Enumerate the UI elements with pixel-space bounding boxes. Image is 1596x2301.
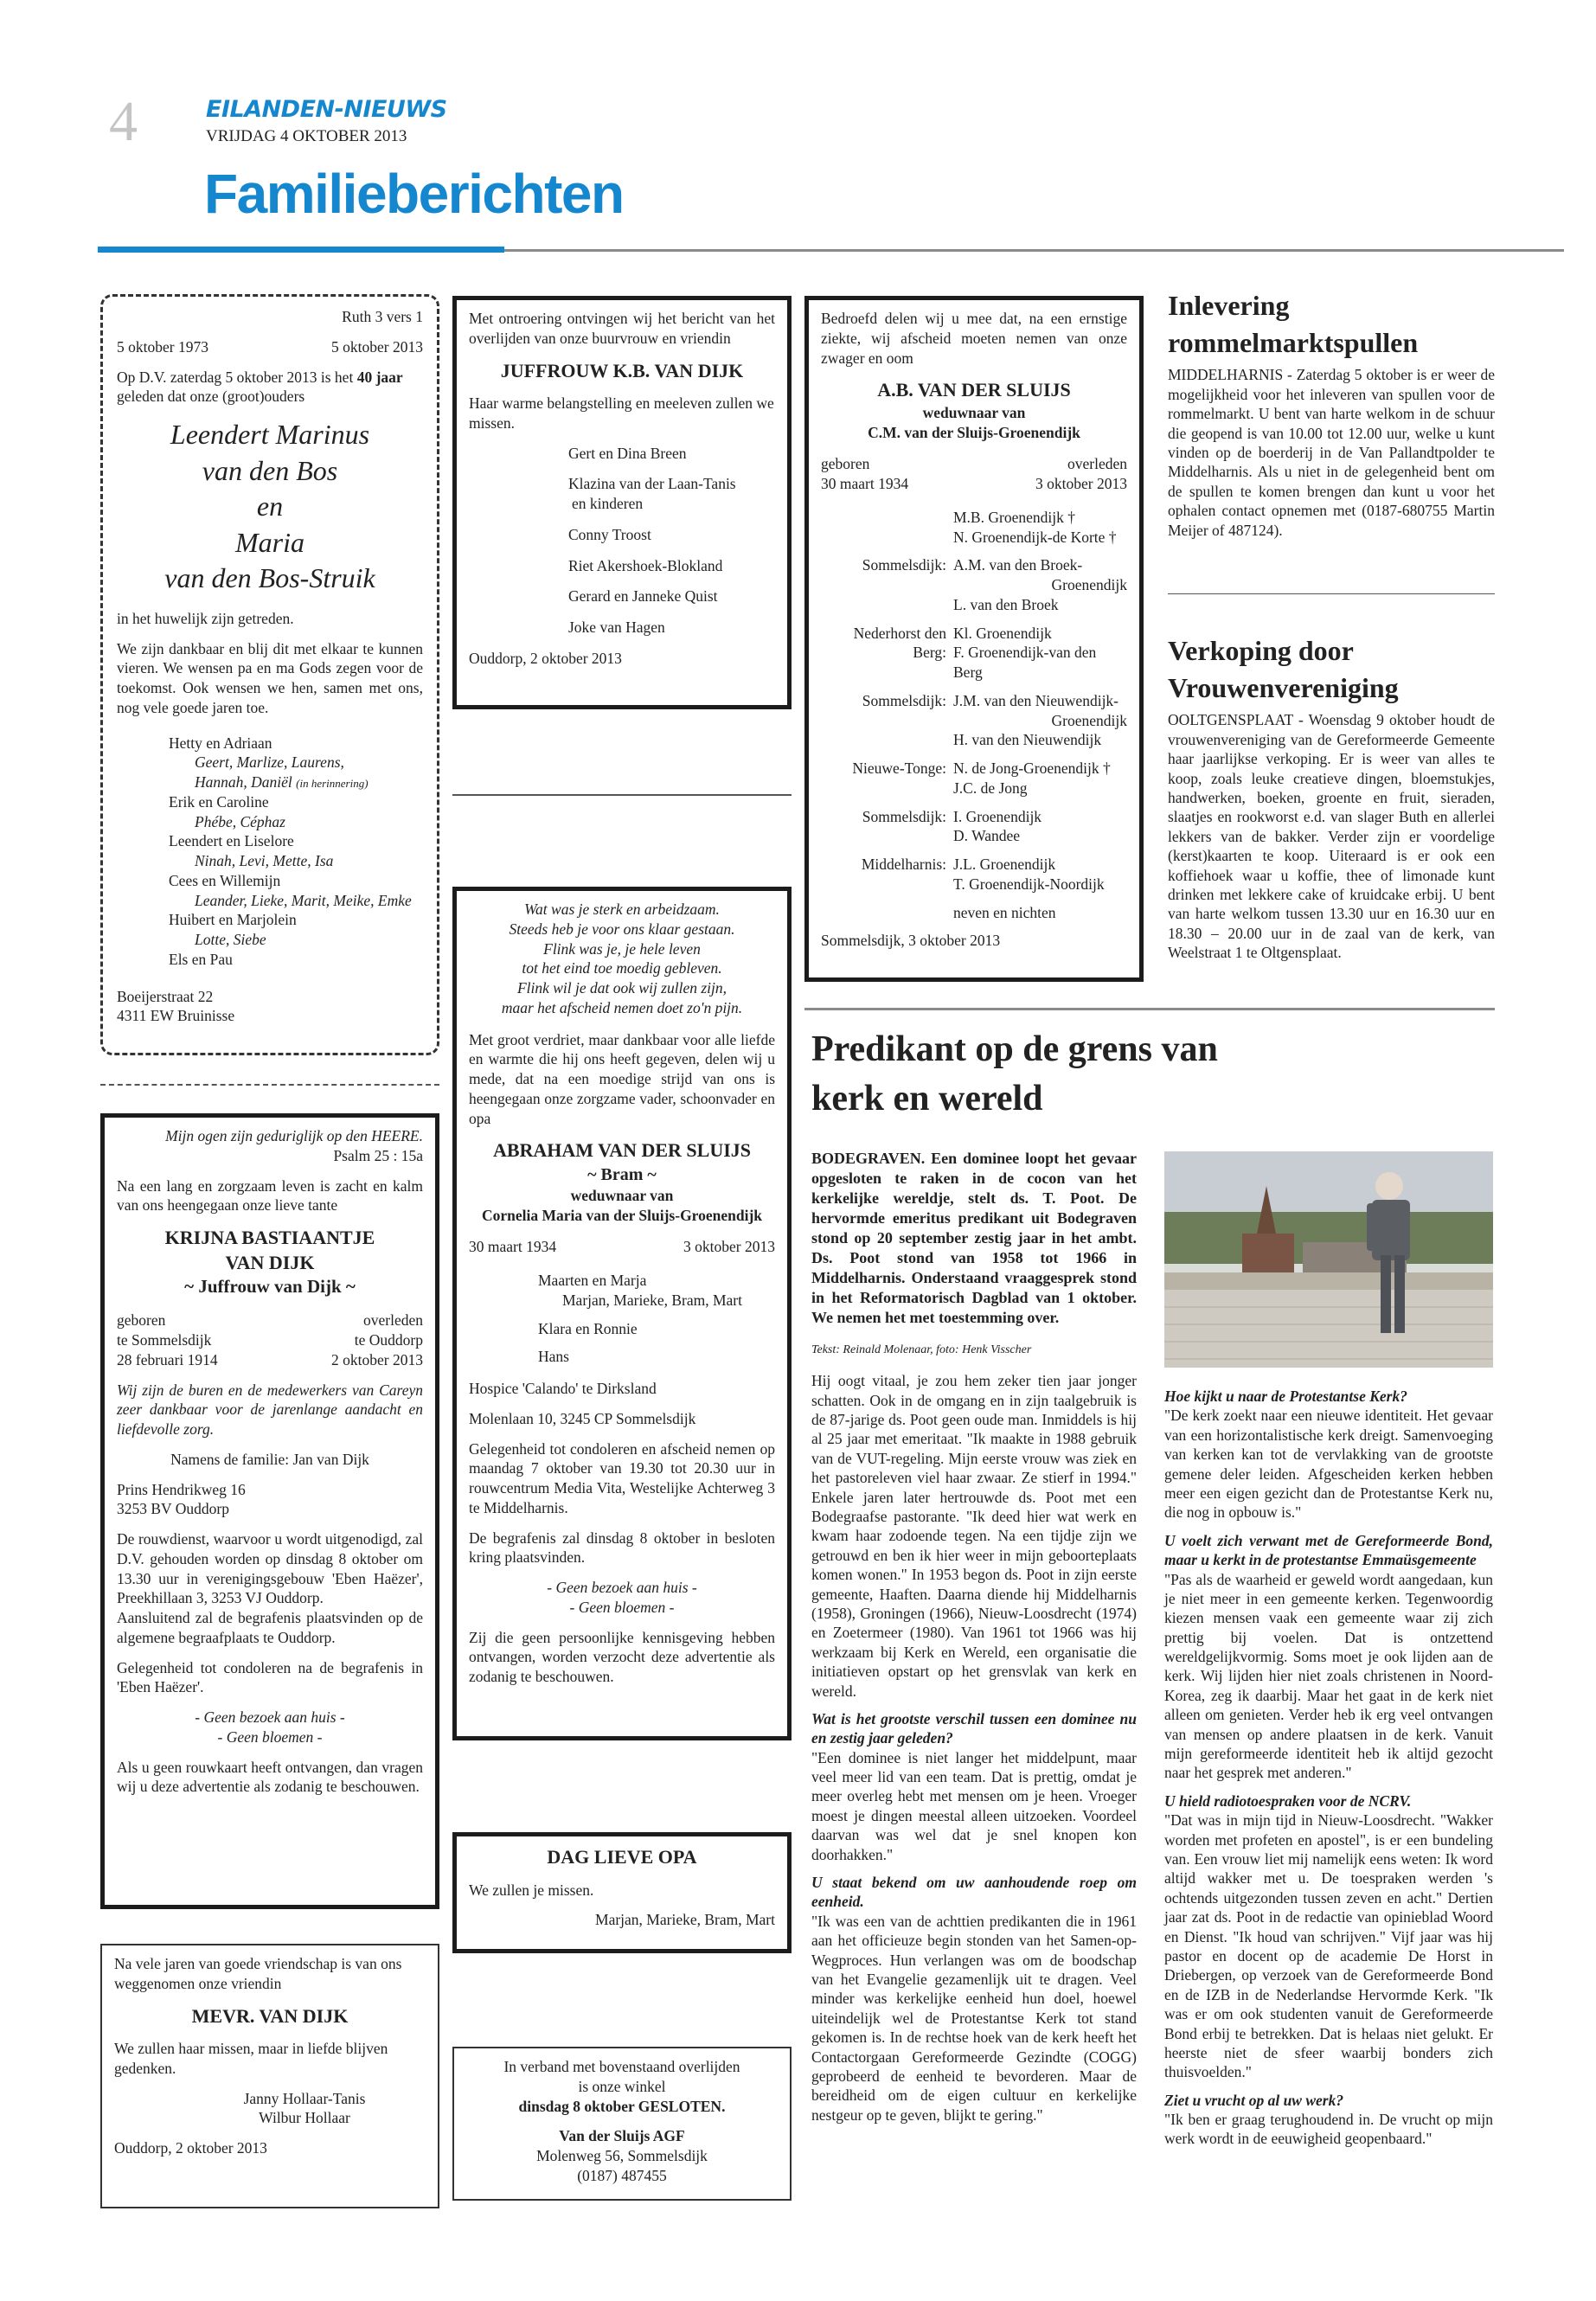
burial-info: De begrafenis zal dinsdag 8 oktober in besloten kring plaatsvinden. [469, 1529, 775, 1567]
spouse-name: Cornelia Maria van der Sluijs-Groenendijk [481, 1206, 763, 1224]
farewell-text: We zullen je missen. [469, 1881, 594, 1899]
news-body: OOLTGENSPLAAT - Woensdag 9 oktober houdt de vrouwenvereniging van de Gereformeerde Gemeente haar jaarlijkse verkoping. Er is weer van alles te koop, zoals leuke creatieve dingen, bloemstukjes, handwerken, boeken, groente en fruit, sieraden, slaatjes en rookworst e.d. van slager Buth en allerlei lekkers van de bakker. Verder zijn er voordelige (kerst)kaarten te koop. Uiteraard is er ook een koffiehoek waar u koffie, thee of limonade kunt drinken met lekkere cake of kruidcake erbij. U bent van harte welkom tussen 13.30 uur en 16.30 uur en 18.30 – 20.00 uur in de zaal van de kerk, van Weelstraat 1 te Oltgensplaat. [1168, 711, 1495, 962]
photo-reverend-poot [1164, 1151, 1493, 1368]
newspaper-logo: EILANDEN-NIEUWS [206, 96, 447, 123]
sender-list: Gert en Dina Breen Klazina van der Laan-Tanis en kinderen Conny Troost Riet Akershoek-Blokland Gerard en Janneke Quist Joke van Hagen [568, 444, 736, 637]
address: Molenlaan 10, 3245 CP Sommelsdijk [469, 1409, 696, 1427]
family-list: Hetty en Adriaan Geert, Marlize, Laurens, Hannah, Daniël (in herinnering) Erik en Caroline Phébe, Céphaz Leendert en Liselore Ninah, Levi, Mette, Isa Cees en Willemijn Leander, Lieke, Marit, Meike, Emke Huibert en Marjolein Lotte, Siebe Els en Pau [169, 734, 412, 968]
psalm-reference: Psalm 25 : 15a [333, 1146, 423, 1164]
widower-label: weduwnaar van [570, 1186, 674, 1204]
section-title: Familieberichten [204, 163, 624, 225]
section-rule-blue [98, 247, 504, 253]
care-thanks: Wij zijn de buren en de medewerkers van Careyn zeer dankbaar voor de jarenlange aandacht en liefdevolle zorg. [117, 1381, 423, 1439]
article-answer: "Dat was in mijn tijd in Nieuw-Loosdrecht. "Wakker worden met profeten en apostel", is er een bundeling van. Een vrouw liet mij namelijk eens weten: Ik word altijd wakker met u. De toespraken werden 's ochtends uitgezonden tussen zeven en acht." Dertien jaar zat ds. Poot in de redactie van opinieblad Woord en Dienst. "Ik houd van schrijven." Vijf jaar was hij pastor en docent op de academie De Horst in Driebergen, op verzoek van de Gereformeerde Bond en de IZB in de Nederlandse Hervormde Kerk. "Ik was er om ook studenten vanuit de Gereformeerde Bond erbij te betrekken. Dat is helaas niet gelukt. Er heerste niet de sfeer waarbij bonders zich thuisvoelden." [1164, 1811, 1493, 2081]
closing-note: Zij die geen persoonlijke kennisgeving hebben ontvangen, worden verzocht deze advertentie als zodanig te beschouwen. [469, 1628, 775, 1686]
article-question: Ziet u vrucht op al uw werk? [1164, 2091, 1344, 2109]
article-rule [804, 1008, 1495, 1010]
obituary-krijna-van-dijk [100, 1113, 439, 1909]
obituary-intro: Bedroefd delen wij u mee dat, na een ernstige ziekte, wij afscheid moeten nemen van onze zwager en oom [821, 310, 1127, 367]
obituary-intro: Met groot verdriet, maar dankbaar voor alle liefde en warmte die hij ons heeft gegeven, delen wij u mede, dat na een moedige strijd van ons is heengegaan onze zorgzame vader, schoonvader en opa [469, 1030, 775, 1127]
life-dates: geboren overleden 30 maart 1934 3 oktober 2013 [821, 455, 1127, 493]
no-flowers-note: - Geen bloemen - [217, 1727, 323, 1746]
hospice: Hospice 'Calando' te Dirksland [469, 1380, 657, 1398]
deceased-nickname: ~ Juffrouw van Dijk ~ [184, 1276, 356, 1298]
married-line: in het huwelijk zijn getreden. [117, 609, 294, 627]
news-verkoping [1168, 632, 1495, 962]
no-visit-note: - Geen bezoek aan huis - [547, 1579, 697, 1597]
family-signature: Namens de familie: Jan van Dijk [170, 1450, 369, 1468]
obituary-intro: Na een lang en zorgzaam leven is zacht en kalm van ons heengegaan onze lieve tante [117, 1176, 423, 1215]
spouse-name: C.M. van der Sluijs-Groenendijk [868, 423, 1080, 441]
date-left: 5 oktober 1973 [117, 337, 208, 356]
article-credit: Tekst: Reinald Molenaar, foto: Henk Visscher [811, 1343, 1032, 1357]
deceased-name: JUFFROUW K.B. VAN DIJK [500, 359, 744, 381]
no-visit-note: - Geen bezoek aan huis - [195, 1708, 345, 1727]
article-question: Wat is het grootste verschil tussen een dominee nu en zestig jaar geleden? [811, 1709, 1137, 1747]
condolence-info: Gelegenheid tot condoleren na de begrafenis in 'Eben Haëzer'. [117, 1658, 423, 1696]
anniversary-text: We zijn dankbaar en blij dit met elkaar te kunnen vieren. We wensen pa en ma Gods zegen voor de toekomst. Ook wensen we hen, samen met ons, nog vele goede jaren toe. [117, 639, 423, 716]
farewell-signature: Marjan, Marieke, Bram, Mart [595, 1911, 775, 1929]
address-line-2: 4311 EW Bruinisse [117, 1007, 235, 1025]
address-line-1: Boeijerstraat 22 [117, 987, 214, 1005]
page-number: 4 [109, 90, 138, 153]
condolence-text: Haar warme belangstelling en meeleven zullen we missen. [469, 394, 774, 432]
shop-phone: (0187) 487455 [577, 2166, 667, 2184]
couple-names: Leendert Marinus van den Bos en Maria van den Bos-Struik [164, 419, 375, 594]
relatives-list: M.B. Groenendijk † N. Groenendijk-de Korte † Sommelsdijk: A.M. van den Broek- Groenendijk L. van den Broek Nederhorst den Berg: Kl. Groenendijk F. Groenendijk-van den Berg Sommelsdijk: J.M. van den Nieuwendijk- Groenendijk H. van den Nieuwendijk Nieuwe-Tonge: N. de Jong-Groenendijk † J.C. de Jong Sommelsdijk: I. Groenendijk D. Wandee Middelharnis: J.L. Groenendijk T. Groenendijk-Noordijk neven en nichten [852, 508, 1127, 921]
farewell-title: DAG LIEVE OPA [547, 1846, 697, 1868]
bible-verse: Ruth 3 vers 1 [342, 308, 423, 325]
news-divider [1168, 593, 1495, 594]
bible-verse: Mijn ogen zijn geduriglijk op den HEERE. [165, 1127, 423, 1144]
news-rommelmarkt [1168, 287, 1495, 540]
article-question: Hoe kijkt u naar de Protestantse Kerk? [1164, 1388, 1407, 1405]
condolence-mevr-van-dijk [100, 1944, 439, 2208]
deceased-name: ABRAHAM VAN DER SLUIJS [492, 1139, 752, 1162]
life-dates: 30 maart 1934 3 oktober 2013 [469, 1238, 775, 1256]
condolence-intro: Na vele jaren van goede vriendschap is van ons weggenomen onze vriendin [114, 1955, 402, 1992]
article-column-1 [811, 1149, 1137, 2125]
family-list: Maarten en Marja Marjan, Marieke, Bram, Mart Klara en Ronnie Hans [538, 1272, 742, 1366]
article-lead: BODEGRAVEN. Een dominee loopt het gevaar opgesloten te raken in de cocon van het kerkelijke wereldje, stelt ds. T. Poot. De hervormde emeritus predikant uit Bodegraven stond op 20 september zestig jaar in het ambt. Ds. Poot stond van 1958 tot 1966 in Middelharnis. Onderstaand vraaggesprek stond in het Reformatorisch Dagblad van 1 oktober. We nemen het met toestemming over. [811, 1150, 1137, 1327]
deceased-name: KRIJNA BASTIAANTJE VAN DIJK [164, 1227, 375, 1273]
funeral-service: De rouwdienst, waarvoor u wordt uitgenodigd, zal D.V. gehouden worden op dinsdag 8 oktober om 13.30 uur in verenigingsgebouw 'Eben Haëzer', Preekhillaan 3, 3253 VJ Ouddorp. [117, 1530, 423, 1607]
issue-date: VRIJDAG 4 OKTOBER 2013 [206, 127, 407, 145]
section-rule-gray [504, 249, 1564, 252]
place-date: Sommelsdijk, 3 oktober 2013 [821, 932, 1001, 950]
place-date: Ouddorp, 2 oktober 2013 [469, 649, 622, 667]
shop-name: Van der Sluijs AGF [559, 2127, 685, 2145]
anniversary-dates [117, 337, 423, 357]
deceased-name: A.B. VAN DER SLUIJS [877, 379, 1071, 401]
date-right: 5 oktober 2013 [331, 337, 423, 356]
notice-line: In verband met bovenstaand overlijden [503, 2058, 740, 2075]
article-column-2 [1164, 1387, 1493, 2149]
closed-date: dinsdag 8 oktober GESLOTEN. [518, 2097, 726, 2115]
signature-2: Wilbur Hollaar [259, 2109, 350, 2127]
article-paragraph: Hij oogt vitaal, je zou hem zeker tien jaar jonger schatten. Ook in de omgang en in zijn taalgebruik is de 87-jarige ds. Poot geen oude man. Inmiddels is hij al 25 jaar met emeritaat. "Ik maakte in 1988 gebruik van de VUT-regeling. Mijn eerste vrouw was ziek en het pastoreleven viel haar zwaar. Ze stierf in 1994." Enkele jaren later hertrouwde ds. Poot met een Bodegraafse pastorante. "Ik deed hier wat werk en kwam haar zodoende tegen. Na een tijdje zijn we getrouwd en ben ik hier weer in mijn geboorteplaats komen wonen." In 1953 begon ds. Poot in zijn eerste gemeente, Haaften. Daarna diende hij Middelharnis (1958), Groningen (1966), Nieuw-Loosdrecht (1974) en Zoetermeer (1980). Van 1961 tot 1966 was hij werkzaam bij Kerk en Wereld, een organisatie die initiatieven opstart op het grensvlak van kerk en wereld. [811, 1372, 1137, 1700]
life-dates: geboren overleden te Sommelsdijk te Ouddorp 28 februari 1914 2 oktober 2013 [117, 1311, 423, 1368]
closing-note: Als u geen rouwkaart heeft ontvangen, dan vragen wij u deze advertentie als zodanig te beschouwen. [117, 1758, 423, 1796]
obituary-abraham-van-der-sluijs [452, 887, 792, 1740]
signature-1: Janny Hollaar-Tanis [243, 2089, 366, 2107]
anniversary-ad [100, 294, 439, 1055]
no-flowers-note: - Geen bloemen - [569, 1598, 675, 1616]
condolence-info: Gelegenheid tot condoleren en afscheid nemen op maandag 7 oktober van 19.30 tot 20.30 uur in rouwcentrum Media Vita, Westelijke Achterweg 3 te Middelharnis. [469, 1439, 775, 1516]
address-line-1: Prins Hendrikweg 16 [117, 1480, 246, 1498]
article-question: U staat bekend om uw aanhoudende roep om eenheid. [811, 1874, 1137, 1911]
condolence-intro: Met ontroering ontvingen wij het bericht van het overlijden van onze buurvrouw en vriendin [469, 310, 775, 347]
article-headline: Predikant op de grens van kerk en wereld [811, 1029, 1218, 1118]
article-answer: "Ik was een van de achttien predikanten die in 1961 aan het officieuze begin stonden van het Samen-op-Wegproces. Hun verlangen was om de boodschap van het Evangelie gezamenlijk uit te dragen. Veel minder was kerkelijke eenheid hun doel, hoewel uiteindelijk wel de Protestantse Kerk tot stand gekomen is. In de rechtse hoek van de kerk heeft het Contactorgaan Gereformeerde Gezindte (COGG) geprobeerd de eenheid te bevorderen. Maar de bereidheid om de eigen cultuur en kerkelijke nestgeur op te geven, blijkt te gering." [811, 1912, 1137, 2124]
article-question: U hield radiotoespraken voor de NCRV. [1164, 1791, 1412, 1810]
article-answer: "Pas als de waarheid er geweld wordt aangedaan, kun je niet meer in een gemeente kerken. Tegenwoordig kiezen mensen vaak een gemeente waar zij zich prettig bij voelen. Dat is ontzettend wereldgelijkvormig. Soms moet je ook lijden aan de kerk. Wij lijden hier niet zoals christenen in Noord-Korea, zeg ik daarbij. Maar het gaat in de kerk niet alleen om genieten. Verder heb ik erg veel ontvangen van mensen op andere plaatsen in de kerk. Vanuit mijn gereformeerde identiteit heb ik altijd gezocht naar het gesprek met anderen." [1164, 1570, 1493, 1782]
burial-info: Aansluitend zal de begrafenis plaatsvinden op de algemene begraafplaats te Ouddorp. [117, 1609, 423, 1646]
deceased-nickname: ~ Bram ~ [587, 1164, 657, 1184]
article-answer: "Ik ben er graag terughoudend in. De vrucht op mijn werk wordt in de eeuwigheid geopenbaard." [1164, 2111, 1493, 2148]
column-divider [100, 1084, 439, 1086]
memorial-poem: Wat was je sterk en arbeidzaam. Steeds heb je voor ons klaar gestaan. Flink was je, je hele leven tot het eind toe moedig gebleven. Flink wil je dat ook wij zullen zijn, maar het afscheid nemen doet zo'n pijn. [501, 901, 743, 1016]
article-answer: "Een dominee is niet langer het middelpunt, maar veel meer lid van een team. Dat is prettig, omdat je meer overleg hebt met mensen om je heen. Vroeger moest je dingen meestal alleen uitzoeken. Voordeel daarvan was wel dat je snel knopen kon doorhakken." [811, 1748, 1137, 1863]
condolence-text: We zullen haar missen, maar in liefde blijven gedenken. [114, 2040, 388, 2077]
news-body: MIDDELHARNIS - Zaterdag 5 oktober is er weer de mogelijkheid voor het inleveren van spullen voor de rommelmarkt. U bent van harte welkom in de schuur die geopend is van 10.00 tot 12.00 uur, welke u kunt vinden op de boerderij in de Van Pallandtpolder te Middelharnis. Als u niet in de gelegenheid bent om de spullen te komen brengen dan kunt u voor het ophalen contact opnemen met (0187-680755 Martin Meijer of 487124). [1168, 366, 1495, 539]
years-count: 40 jaar [356, 368, 403, 386]
shop-address: Molenweg 56, Sommelsdijk [536, 2147, 708, 2164]
obituary-ab-van-der-sluijs [804, 296, 1144, 982]
article-answer: "De kerk zoekt naar een nieuwe identiteit. Het gevaar van een horizontalistische kerk dreigt. Samenvoeging van kerken kan tot de vervlakking van de grootste gemene deler leiden. Afgescheiden kerken hebben meer een eigen gezicht dan de Protestantse Kerk nu, die nog in opbouw is." [1164, 1407, 1493, 1522]
condolence-juffrouw-van-dijk [452, 296, 792, 709]
shop-closed-notice [452, 2047, 792, 2201]
news-headline: Verkoping door Vrouwenvereniging [1168, 635, 1399, 704]
address-line-2: 3253 BV Ouddorp [117, 1500, 229, 1518]
notice-line: is onze winkel [578, 2077, 666, 2095]
deceased-name: MEVR. VAN DIJK [191, 2004, 349, 2027]
article-question: U voelt zich verwant met de Gereformeerde Bond, maar u kerkt in de protestantse Emmaüsgemeente [1164, 1531, 1493, 1569]
widower-label: weduwnaar van [922, 403, 1026, 421]
column-divider [452, 794, 792, 796]
news-headline: Inlevering rommelmarktspullen [1168, 290, 1419, 359]
anniversary-intro: Op D.V. zaterdag 5 oktober 2013 is het 40 jaar geleden dat onze (groot)ouders [117, 368, 403, 406]
place-date: Ouddorp, 2 oktober 2013 [114, 2139, 267, 2157]
farewell-dag-lieve-opa [452, 1832, 792, 1953]
